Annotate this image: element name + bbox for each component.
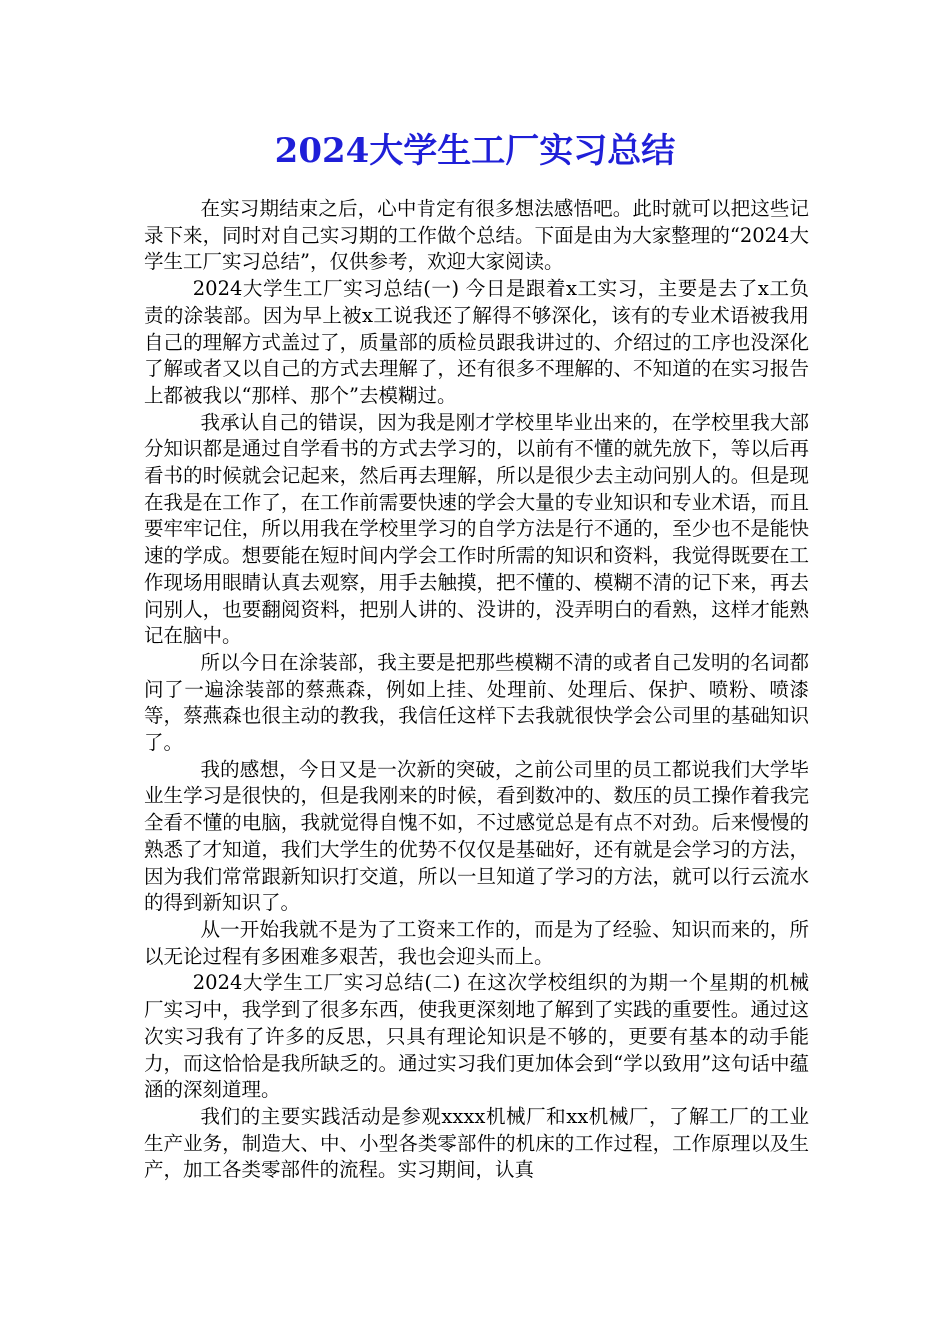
document-body xyxy=(144,196,809,1184)
paragraph-feelings: 我的感想，今日又是一次新的突破，之前公司里的员工都说我们大学毕业生学习是很快的，但是我刚来的时候，看到数冲的、数压的员工操作着我完全看不懂的电脑，我就觉得自愧不如，不过感觉总是有点不对劲。后来慢慢的熟悉了才知道，我们大学生的优势不仅仅是基础好，还有就是会学习的方法，因为我们常常跟新知识打交道，所以一旦知道了学习的方法，就可以行云流水的得到新知识了。 xyxy=(144,757,809,915)
paragraph-summary-two: 2024大学生工厂实习总结(二) 在这次学校组织的为期一个星期的机械厂实习中，我学到了很多东西，使我更深刻地了解到了实践的重要性。通过这次实习我有了许多的反思，只具有理论知识是不够的，更要有基本的动手能力，而这恰恰是我所缺乏的。通过实习我们更加体会到“学以致用”这句话中蕴涵的深刻道理。 xyxy=(144,971,809,1102)
paragraph-motivation: 从一开始我就不是为了工资来工作的，而是为了经验、知识而来的，所以无论过程有多困难多艰苦，我也会迎头而上。 xyxy=(144,917,809,968)
paragraph-intro: 在实习期结束之后，心中肯定有很多想法感悟吧。此时就可以把这些记录下来，同时对自己实习期的工作做个总结。下面是由为大家整理的“2024大学生工厂实习总结”，仅供参考，欢迎大家阅读。 xyxy=(144,197,809,274)
document-title: 2024大学生工厂实习总结 xyxy=(274,131,676,171)
paragraph-coating-dept: 所以今日在涂装部，我主要是把那些模糊不清的或者自己发明的名词都问了一遍涂装部的蔡燕森，例如上挂、处理前、处理后、保护、喷粉、喷漆等，蔡燕森也很主动的教我，我信任这样下去我就很快学会公司里的基础知识了。 xyxy=(144,650,809,755)
paragraph-activities: 我们的主要实践活动是参观xxxx机械厂和xx机械厂，了解工厂的工业生产业务，制造大、中、小型各类零部件的机床的工作过程，工作原理以及生产，加工各类零部件的流程。实习期间，认真 xyxy=(144,1104,809,1182)
paragraph-admit-mistake: 我承认自己的错误，因为我是刚才学校里毕业出来的，在学校里我大部分知识都是通过自学看书的方式去学习的，以前有不懂的就先放下，等以后再看书的时候就会记起来，然后再去理解，所以是很少去主动问别人的。但是现在我是在工作了，在工作前需要快速的学会大量的专业知识和专业术语，而且要牢牢记住，所以用我在学校里学习的自学方法是行不通的，至少也不是能快速的学成。想要能在短时间内学会工作时所需的知识和资料，我觉得既要在工作现场用眼睛认真去观察，用手去触摸，把不懂的、模糊不清的记下来，再去问别人，也要翻阅资料，把别人讲的、没讲的，没弄明白的看熟，这样才能熟记在脑中。 xyxy=(144,410,809,648)
paragraph-summary-one: 2024大学生工厂实习总结(一) 今日是跟着x工实习，主要是去了x工负责的涂装部。因为早上被x工说我还了解得不够深化，该有的专业术语被我用自己的理解方式盖过了，质量部的质检员跟我讲过的、介绍过的工序也没深化了解或者又以自己的方式去理解了，还有很多不理解的、不知道的在实习报告上都被我以“那样、那个”去模糊过。 xyxy=(144,277,809,407)
